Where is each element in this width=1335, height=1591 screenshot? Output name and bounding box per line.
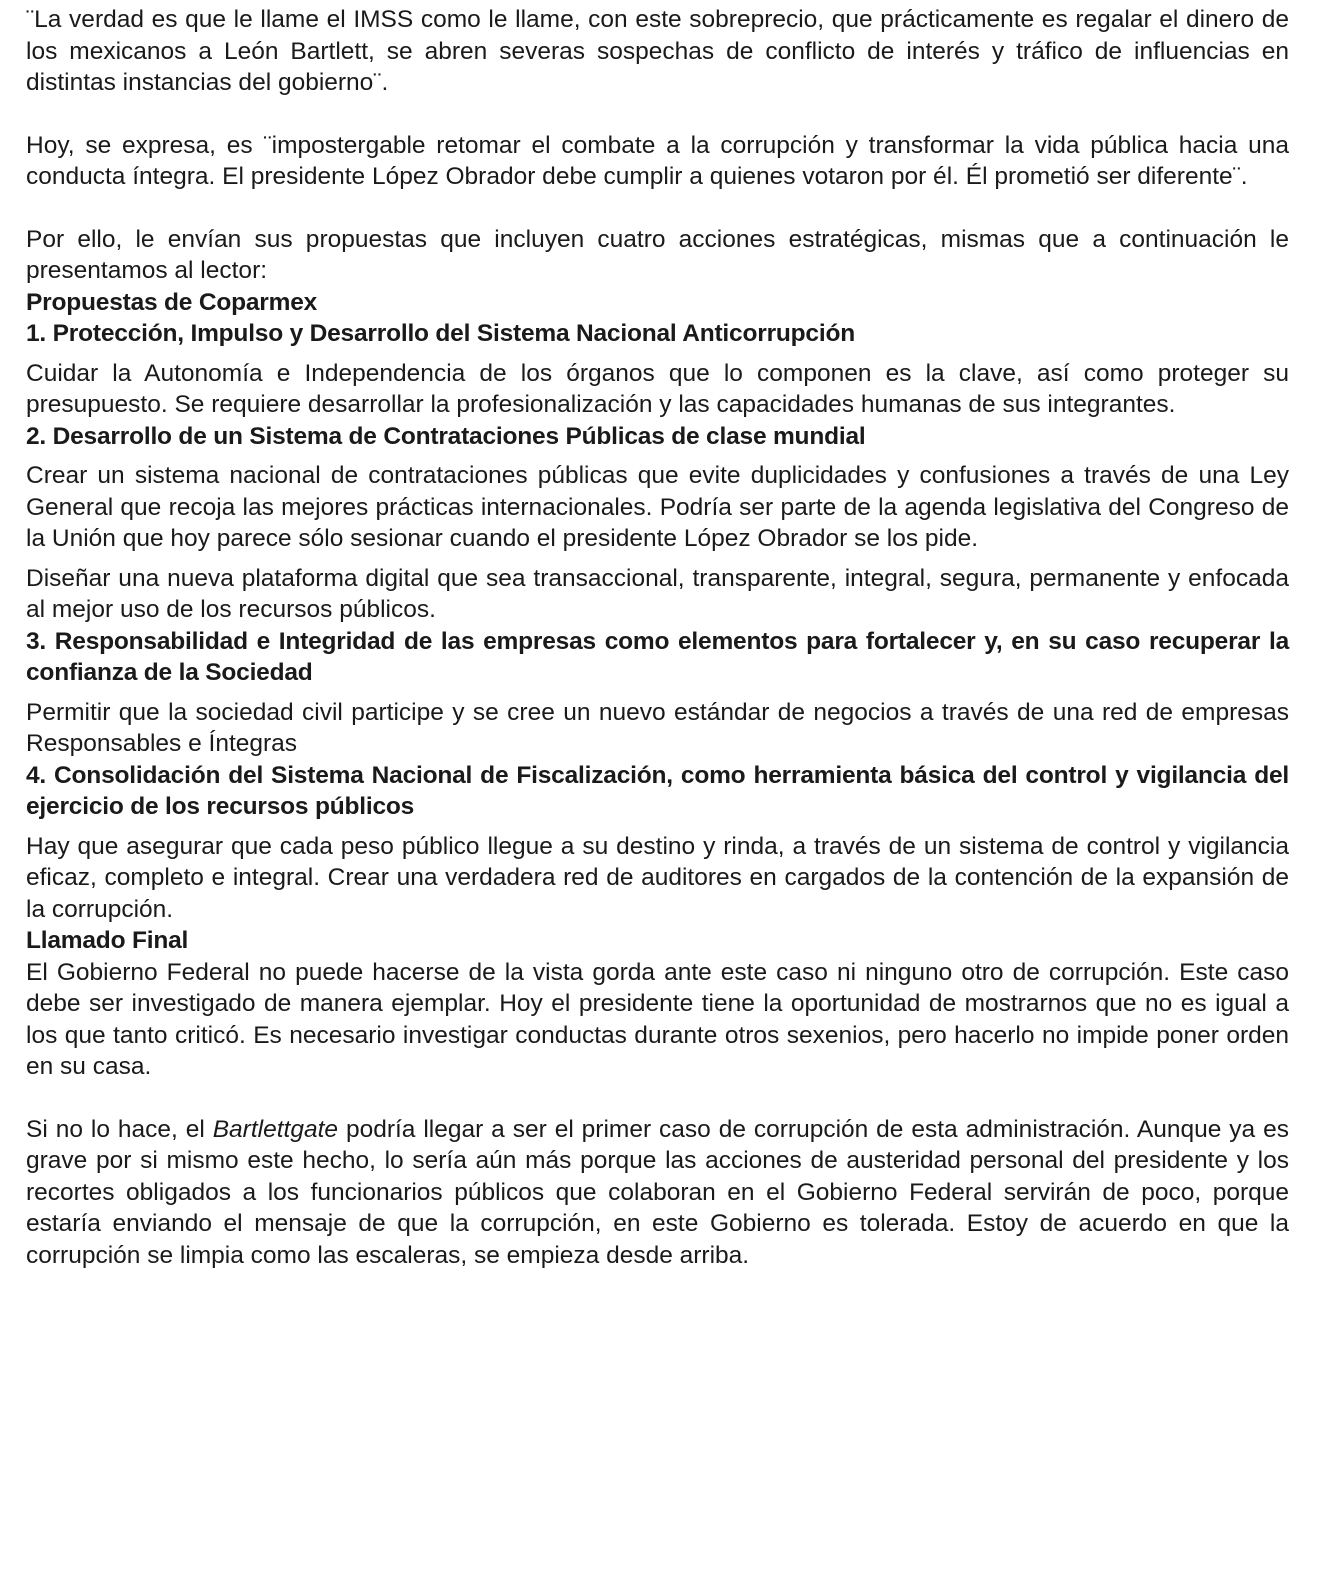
- section-title: Propuestas de Coparmex: [26, 288, 318, 316]
- final-paragraph-2-end: podría llegar a ser el primer caso de corrupción de esta administración. Aunque ya es grave por si mismo este hecho, lo sería aún más porque las acciones de austeridad personal del presidente y los recortes obligados a los funcionarios públicos que colaboran en el Gobierno Federal servirán de poco, porque estaría enviando el mensaje de que la corrupción, en este Gobierno es tolerada. Estoy de acuerdo en que la corrupción se limpia como las escaleras, se empieza desde arriba.: [26, 1115, 1289, 1269]
- proposal-1-heading: 1. Protección, Impulso y Desarrollo del Sistema Nacional Anticorrupción: [26, 320, 855, 347]
- document-page: [26, 4, 1289, 1271]
- intro-paragraph-2: Hoy, se expresa, es ¨impostergable retomar el combate a la corrupción y transformar la vida pública hacia una conducta íntegra. El presidente López Obrador debe cumplir a quienes votaron por él. Él prometió ser diferente¨.: [26, 131, 1289, 190]
- proposal-2-body-1: Crear un sistema nacional de contrataciones públicas que evite duplicidades y confusiones a través de una Ley General que recoja las mejores prácticas internacionales. Podría ser parte de la agenda legislativa del Congreso de la Unión que hoy parece sólo sesionar cuando el presidente López Obrador se los pide.: [26, 462, 1289, 552]
- proposal-3-body: Permitir que la sociedad civil participe y se cree un nuevo estándar de negocios a través de una red de empresas Responsables e Íntegras: [26, 698, 1289, 757]
- proposal-4-heading: 4. Consolidación del Sistema Nacional de Fiscalización, como herramienta básica del control y vigilancia del ejercicio de los recursos públicos: [26, 761, 1289, 820]
- proposal-2-heading: 2. Desarrollo de un Sistema de Contrataciones Públicas de clase mundial: [26, 422, 866, 450]
- proposal-3-heading: 3. Responsabilidad e Integridad de las empresas como elementos para fortalecer y, en su caso recuperar la confianza de la Sociedad: [26, 627, 1289, 686]
- final-paragraph-2: [26, 1114, 1289, 1272]
- proposal-2-body-2: Diseñar una nueva plataforma digital que sea transaccional, transparente, integral, segura, permanente y enfocada al mejor uso de los recursos públicos.: [26, 564, 1289, 623]
- final-paragraph-2-start: Si no lo hace, el: [26, 1115, 213, 1143]
- final-title: Llamado Final: [26, 927, 189, 954]
- proposal-1-body: Cuidar la Autonomía e Independencia de los órganos que lo componen es la clave, así como proteger su presupuesto. Se requiere desarrollar la profesionalización y las capacidades humanas de sus integrantes.: [26, 359, 1289, 418]
- proposal-4-body: Hay que asegurar que cada peso público llegue a su destino y rinda, a través de un sistema de control y vigilancia eficaz, completo e integral. Crear una verdadera red de auditores en cargados de la contención de la expansión de la corrupción.: [26, 832, 1289, 923]
- intro-paragraph-1: ¨La verdad es que le llame el IMSS como le llame, con este sobreprecio, que prácticamente es regalar el dinero de los mexicanos a León Bartlett, se abren severas sospechas de conflicto de interés y tráfico de influencias en distintas instancias del gobierno¨.: [26, 6, 1289, 96]
- final-paragraph-1: El Gobierno Federal no puede hacerse de la vista gorda ante este caso ni ninguno otro de corrupción. Este caso debe ser investigado de manera ejemplar. Hoy el presidente tiene la oportunidad de mostrarnos que no es igual a los que tanto criticó. Es necesario investigar conductas durante otros sexenios, pero hacerlo no impide poner orden en su casa.: [26, 958, 1289, 1080]
- intro-paragraph-3: Por ello, le envían sus propuestas que incluyen cuatro acciones estratégicas, mismas que a continuación le presentamos al lector:: [26, 225, 1289, 284]
- bartlettgate-term: Bartlettgate: [212, 1115, 339, 1143]
